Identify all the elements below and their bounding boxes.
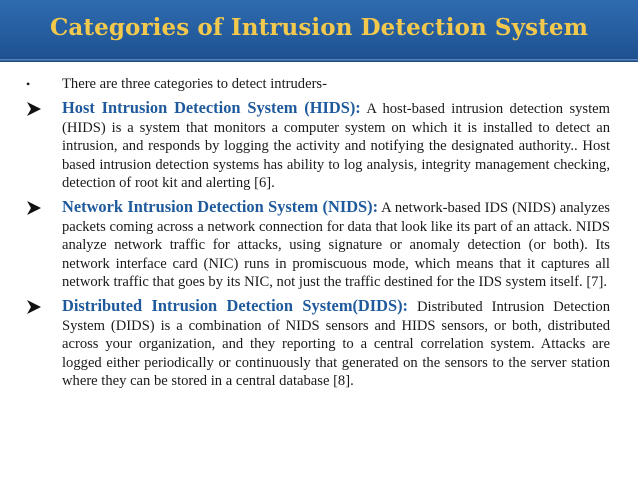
arrow-bullet-icon	[26, 101, 42, 117]
intro-bullet-point	[26, 75, 610, 93]
slide-content	[26, 75, 610, 397]
category-description: A network-based IDS (NIDS) analyzes packets coming across a network connection for data that look like its part of an attack. NIDS analyze network traffic for attacks, using signature or anomaly detection (or both). Its network interface card (NIC) runs in promiscuous mode, which means that it captures all network traffic that goes by its NIC, not just the traffic destined for the IDS system itself. [7].	[62, 200, 610, 291]
arrow-bullet-icon	[26, 299, 42, 315]
title-bar	[0, 0, 638, 62]
category-item-nids	[26, 198, 610, 291]
category-item-hids	[26, 99, 610, 192]
category-description: A host-based intrusion detection system (HIDS) is a system that monitors a computer system on which it is installed to detect an intrusion, and responds by logging the activity and notifying the designated authority.. Host based intrusion detection systems has ability to log analysis, integrity management checking, detection of root kit and alerting [6].	[62, 101, 610, 192]
slide-title: Categories of Intrusion Detection System	[49, 14, 589, 41]
category-term: Host Intrusion Detection System (HIDS):	[62, 98, 361, 118]
category-description: Distributed Intrusion Detection System (DIDS) is a combination of NIDS sensors and HIDS sensors, or both, distributed across your organization, and they reporting to a central correlation system. Attacks are logged either periodically or continuously that generated on the sensors to the server station where they can be stored in a central database [8].	[62, 299, 610, 390]
bullet-dot-icon: •	[26, 77, 31, 91]
category-term: Network Intrusion Detection System (NIDS):	[62, 197, 379, 217]
category-term: Distributed Intrusion Detection System(DIDS):	[62, 296, 409, 316]
intro-text: There are three categories to detect intruders-	[62, 76, 327, 92]
category-item-dids	[26, 297, 610, 390]
arrow-bullet-icon	[26, 200, 42, 216]
